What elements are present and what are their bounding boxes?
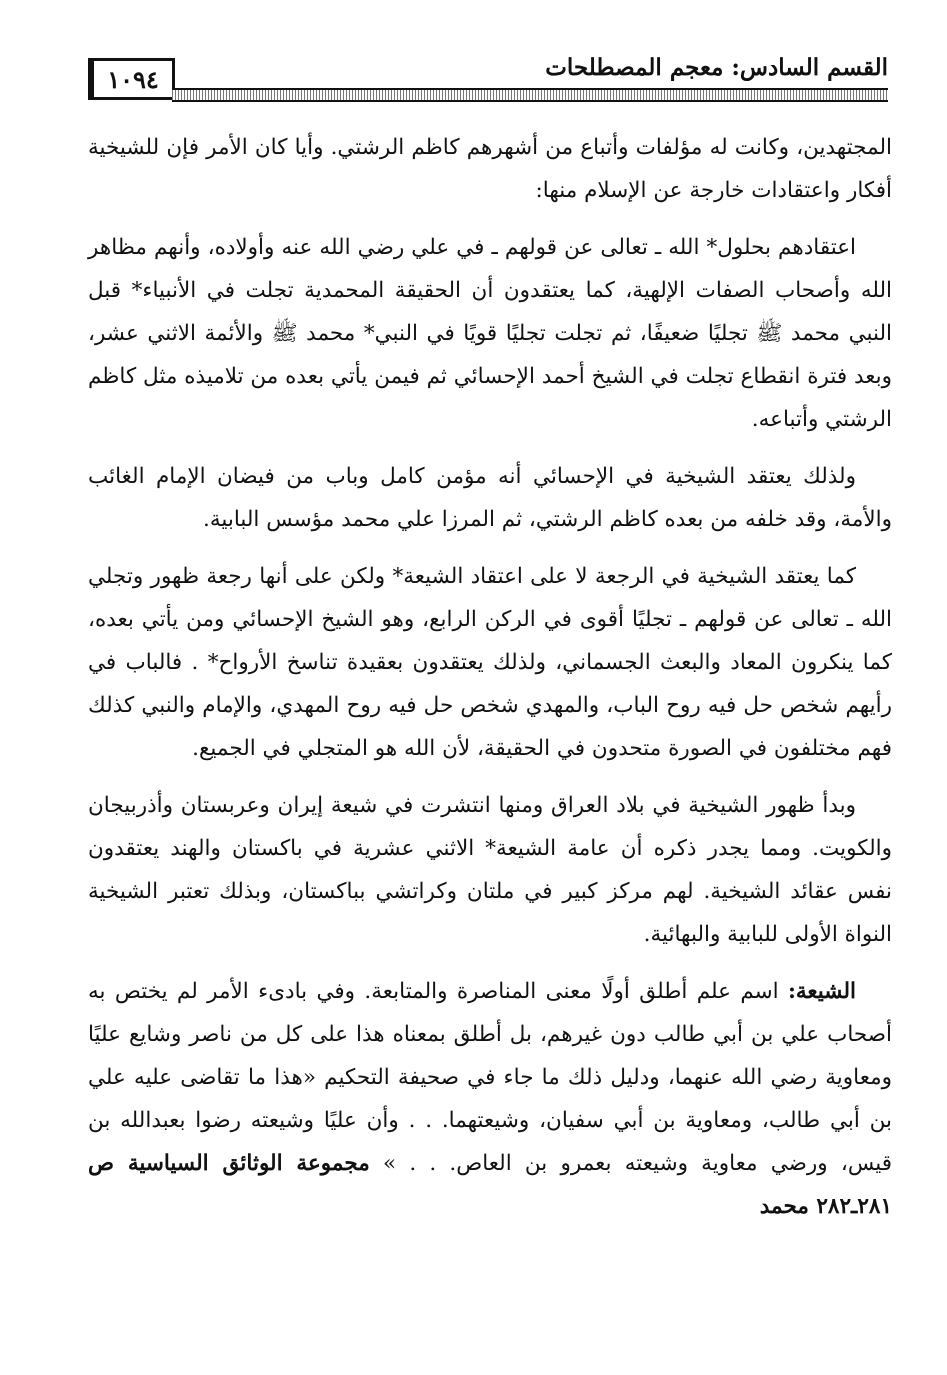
page-header bbox=[88, 50, 888, 102]
paragraph: المجتهدين، وكانت له مؤلفات وأتباع من أشهرهم كاظم الرشتي. وأيا كان الأمر فإن للشيخية أفكار واعتقادات خارجة عن الإسلام منها: bbox=[88, 135, 892, 203]
header-rule bbox=[172, 88, 888, 102]
paragraph: اعتقادهم بحلول* الله ـ تعالى عن قولهم ـ في علي رضي الله عنه وأولاده، وأنهم مظاهر الله وأصحاب الصفات الإلهية، كما يعتقدون أن الحقيقة المحمدية تجلت في الأنبياء* قبل النبي محمد ﷺ تجليًا ضعيفًا، ثم تجلت تجليًا قويًا في النبي* محمد ﷺ والأئمة الاثني عشر، وبعد فترة انقطاع تجلت في الشيخ أحمد الإحسائي ثم فيمن يأتي بعده من تلاميذه مثل كاظم الرشتي وأتباعه. bbox=[88, 235, 892, 432]
entry-source: مجموعة الوثائق السياسية ص ٢٨١ـ٢٨٢ محمد bbox=[88, 1151, 892, 1219]
paragraph: وبدأ ظهور الشيخية في بلاد العراق ومنها انتشرت في شيعة إيران وعربستان وأذربيجان والكويت. ومما يجدر ذكره أن عامة الشيعة* الاثني عشرية في باكستان والهند يعتقدون نفس عقائد الشيخية. لهم مركز كبير في ملتان وكراتشي بباكستان، وبذلك تعتبر الشيخية النواة الأولى للبابية والبهائية. bbox=[88, 793, 892, 947]
dictionary-entry bbox=[88, 970, 892, 1228]
page-number: ١٠٩٤ bbox=[88, 58, 175, 100]
entry-term: الشيعة: bbox=[787, 979, 856, 1004]
entry-text: اسم علم أطلق أولًا معنى المناصرة والمتابعة. وفي بادىء الأمر لم يختص به أصحاب علي بن أبي طالب دون غيرهم، بل أطلق بمعناه هذا على كل من ناصر وشايع عليًا ومعاوية رضي الله عنهما، ودليل ذلك ما جاء في صحيفة التحكيم «هذا ما تقاضى عليه علي بن أبي طالب، ومعاوية بن أبي سفيان، وشيعتهما. . . وأن عليًا وشيعته رضوا بعبدالله بن قيس، ورضي معاوية وشيعته بعمرو بن العاص. . . » bbox=[88, 979, 893, 1176]
running-title: القسم السادس: معجم المصطلحات bbox=[545, 54, 888, 81]
paragraph: ولذلك يعتقد الشيخية في الإحسائي أنه مؤمن كامل وباب من فيضان الإمام الغائب والأمة، وقد خلفه من بعده كاظم الرشتي، ثم المرزا علي محمد مؤسس البابية. bbox=[88, 464, 892, 532]
page-body bbox=[88, 126, 892, 1242]
paragraph: كما يعتقد الشيخية في الرجعة لا على اعتقاد الشيعة* ولكن على أنها رجعة ظهور وتجلي الله ـ تعالى عن قولهم ـ تجليًا أقوى في الركن الرابع، وهو الشيخ الإحسائي ومن يأتي بعده، كما ينكرون المعاد والبعث الجسماني، ولذلك يعتقدون بعقيدة تناسخ الأرواح* . فالباب في رأيهم شخص حل فيه روح الباب، والمهدي شخص حل فيه روح المهدي، والإمام والنبي كذلك فهم مختلفون في الصورة متحدون في الحقيقة، لأن الله هو المتجلي في الجميع. bbox=[88, 564, 892, 761]
